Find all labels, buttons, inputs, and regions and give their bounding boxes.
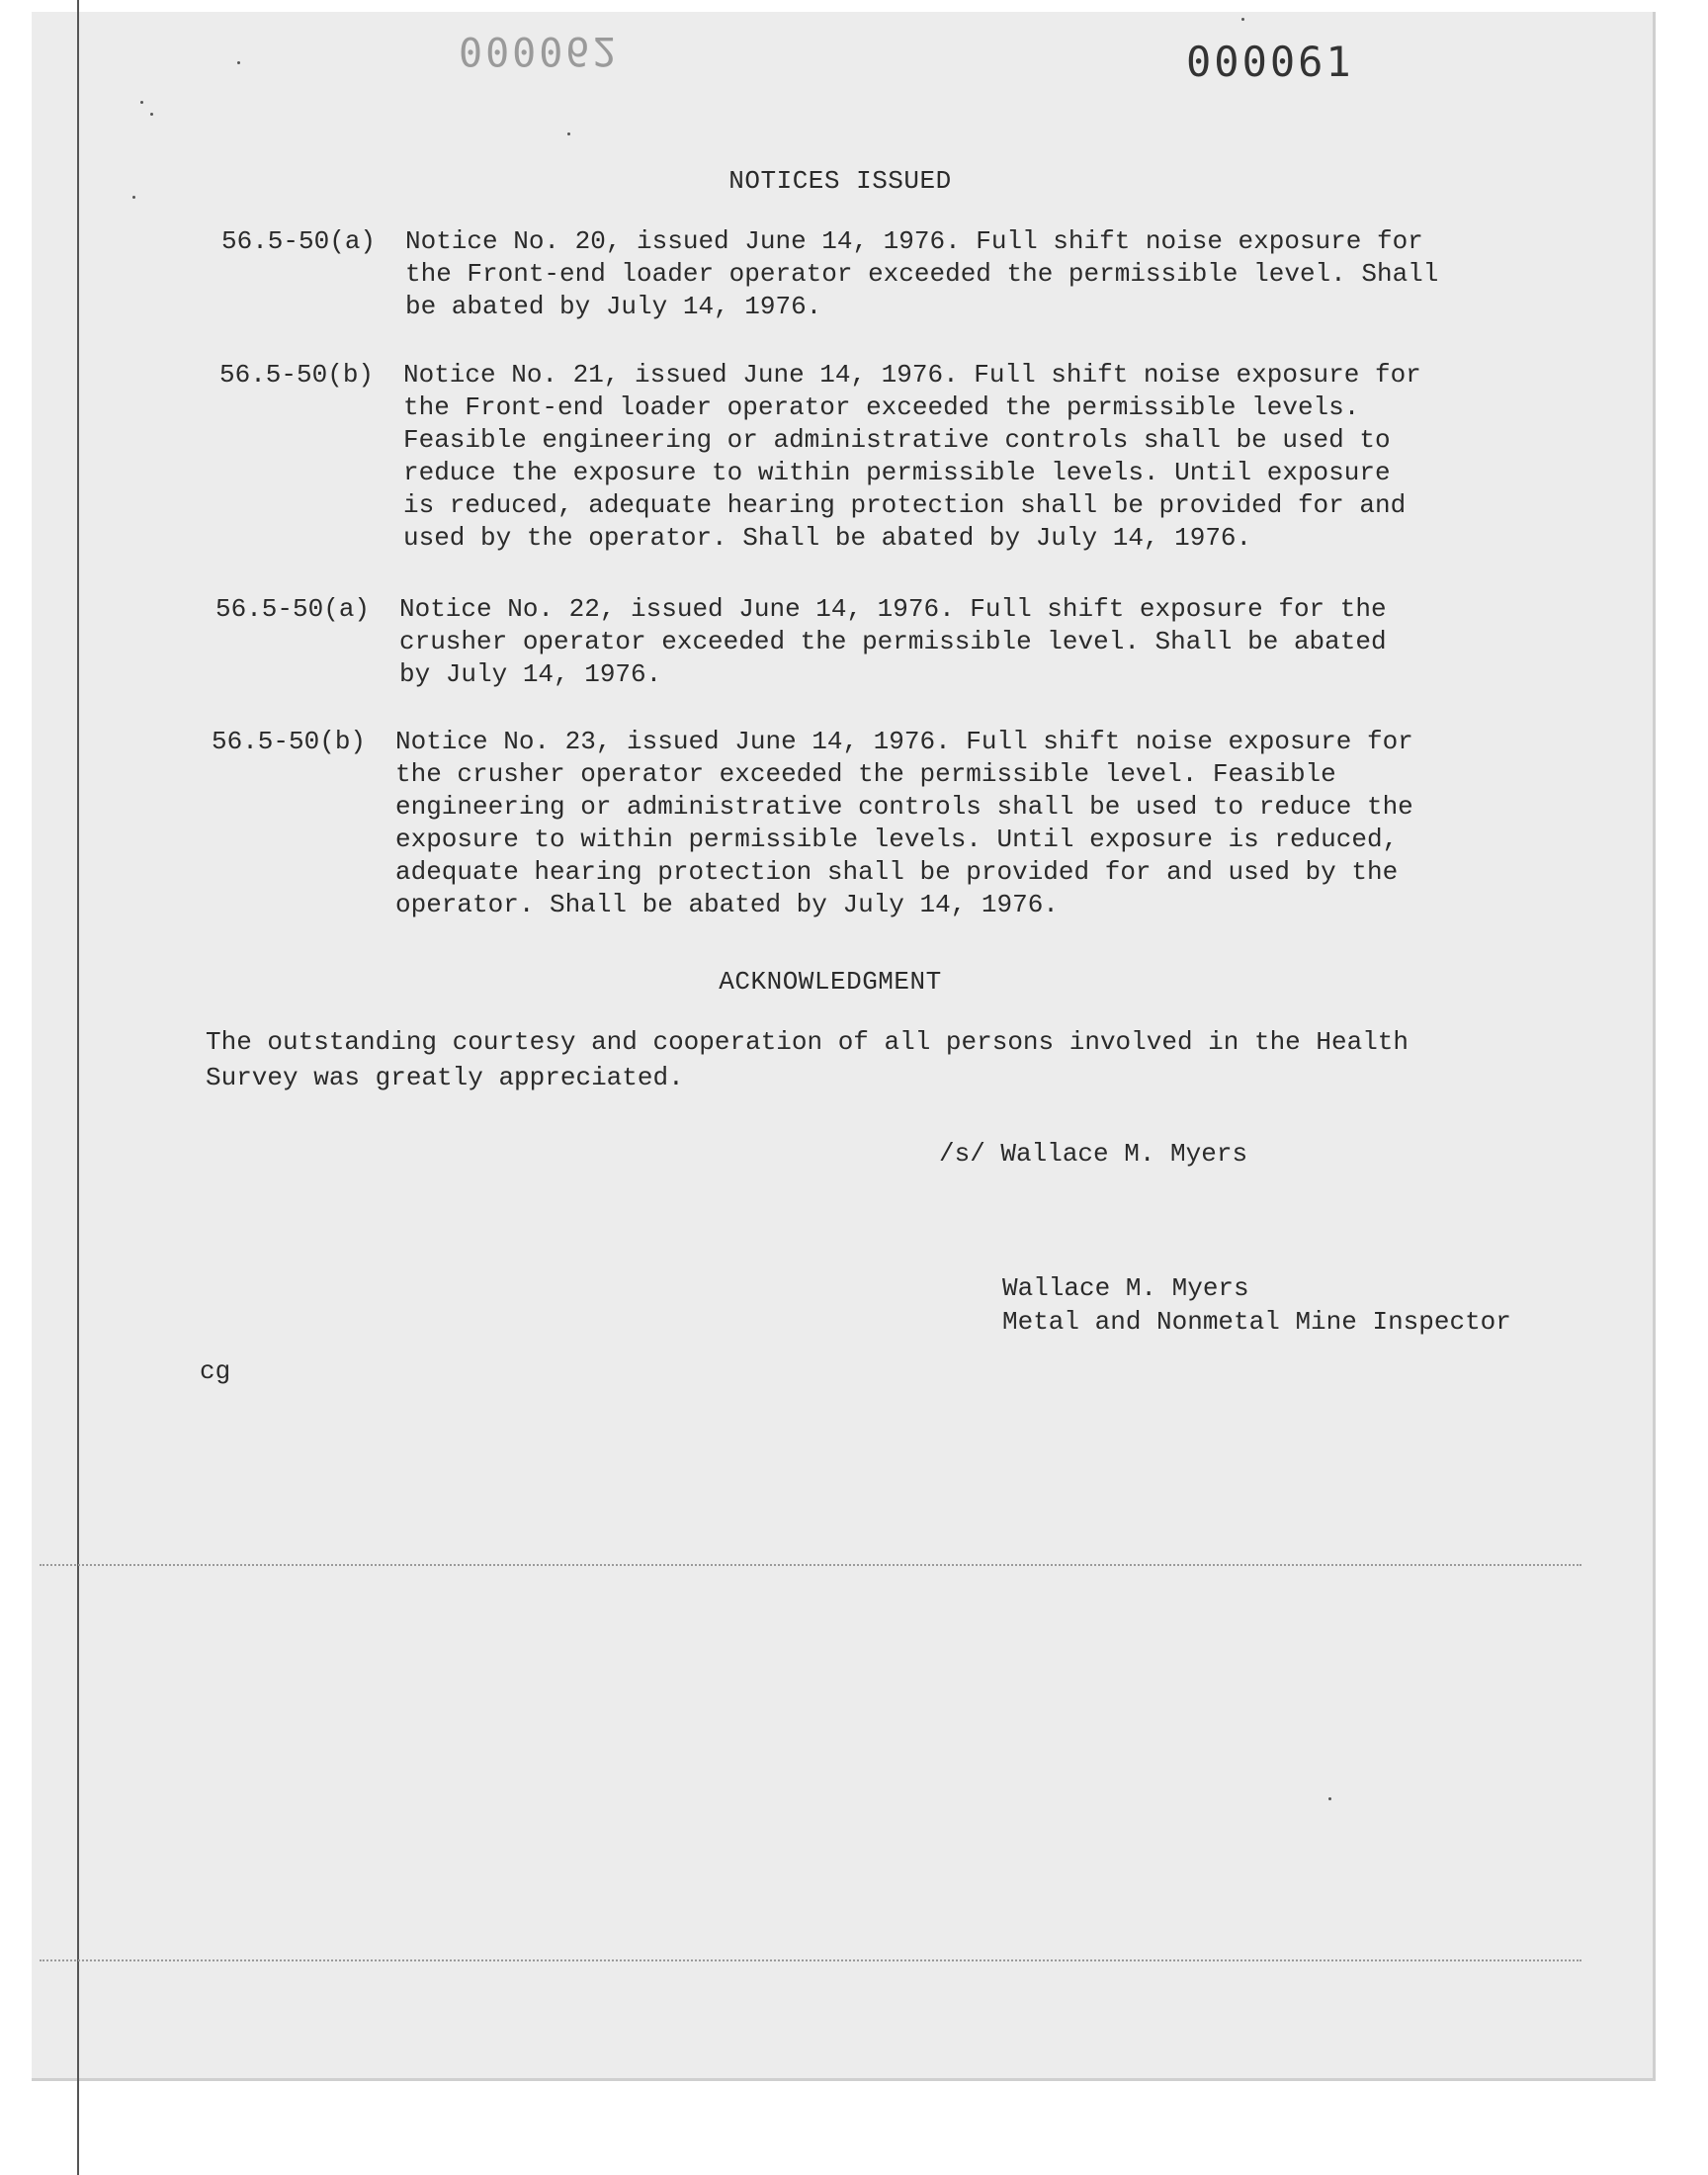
- notice-text-line: the Front-end loader operator exceeded the permissible level. Shall: [405, 259, 1439, 289]
- page-edge-line: [77, 0, 79, 2175]
- acknowledgment-paragraph: [206, 1024, 1409, 1095]
- notice-text-line: Notice No. 20, issued June 14, 1976. Full shift noise exposure for: [405, 226, 1423, 256]
- scan-speck: [1241, 18, 1244, 21]
- typist-initials: cg: [200, 1356, 231, 1386]
- notice-text-line: used by the operator. Shall be abated by July 14, 1976.: [403, 523, 1252, 553]
- acknowledgment-line: The outstanding courtesy and cooperation of all persons involved in the Health: [206, 1027, 1409, 1057]
- page-number-stamp: 000061: [1186, 38, 1354, 86]
- scan-artifact-line: [40, 1959, 1581, 1963]
- signature-block: [1002, 1271, 1511, 1339]
- notice-text-line: operator. Shall be abated by July 14, 1976.: [395, 890, 1059, 919]
- notice-text-line: is reduced, adequate hearing protection shall be provided for and: [403, 490, 1407, 520]
- page-number-stamp-faded: 000062: [459, 28, 620, 73]
- scan-speck: [1328, 1797, 1331, 1800]
- scan-speck: [140, 101, 143, 104]
- acknowledgment-line: Survey was greatly appreciated.: [206, 1063, 684, 1092]
- notice-text-line: Notice No. 23, issued June 14, 1976. Full shift noise exposure for: [395, 727, 1413, 756]
- notice-text-line: engineering or administrative controls shall be used to reduce the: [395, 792, 1413, 822]
- notice-text-line: adequate hearing protection shall be provided for and used by the: [395, 857, 1399, 887]
- notice-citation: 56.5-50(b): [219, 360, 375, 390]
- scan-speck: [132, 196, 135, 199]
- notice-text-line: by July 14, 1976.: [399, 659, 662, 689]
- notice-text-line: exposure to within permissible levels. Until exposure is reduced,: [395, 825, 1399, 854]
- notice-text-line: Feasible engineering or administrative controls shall be used to: [403, 425, 1391, 455]
- signature-line: /s/ Wallace M. Myers: [939, 1139, 1248, 1169]
- notice-text-line: be abated by July 14, 1976.: [405, 292, 822, 321]
- notice-text-line: the Front-end loader operator exceeded the permissible levels.: [403, 392, 1360, 422]
- signer-title: Metal and Nonmetal Mine Inspector: [1002, 1307, 1511, 1337]
- scan-speck: [567, 132, 570, 135]
- scan-artifact-line: [40, 1564, 1581, 1568]
- notice-text-line: Notice No. 21, issued June 14, 1976. Full shift noise exposure for: [403, 360, 1421, 390]
- scan-speck: [150, 113, 153, 116]
- notice-text-line: crusher operator exceeded the permissible level. Shall be abated: [399, 627, 1387, 656]
- signer-name: Wallace M. Myers: [1002, 1273, 1249, 1303]
- notice-citation: 56.5-50(b): [212, 727, 367, 756]
- acknowledgment-heading: ACKNOWLEDGMENT: [719, 967, 942, 997]
- notice-citation: 56.5-50(a): [215, 594, 371, 624]
- scan-speck: [237, 61, 240, 64]
- notice-citation: 56.5-50(a): [221, 226, 377, 256]
- notice-text-line: reduce the exposure to within permissible levels. Until exposure: [403, 458, 1391, 487]
- notices-issued-heading: NOTICES ISSUED: [728, 166, 952, 196]
- notice-text-line: Notice No. 22, issued June 14, 1976. Full shift exposure for the: [399, 594, 1387, 624]
- notice-text-line: the crusher operator exceeded the permissible level. Feasible: [395, 759, 1336, 789]
